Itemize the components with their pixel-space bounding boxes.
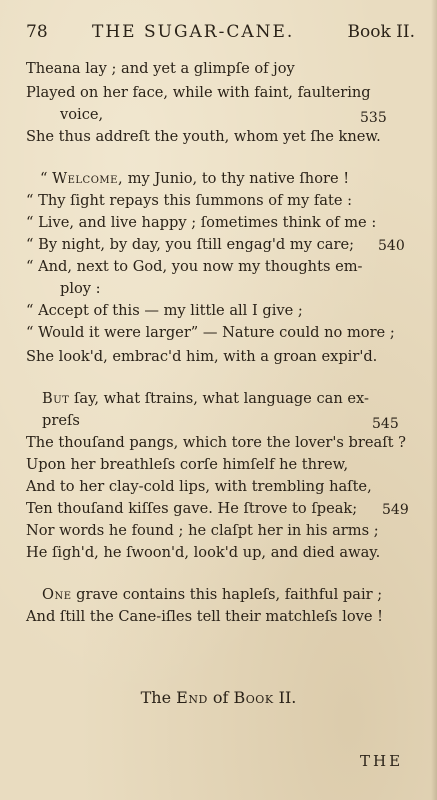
catchword: THE (360, 752, 404, 770)
verse-line (40, 170, 349, 187)
verse-line: Upon her breathleſs corſe himſelf he threw, (26, 456, 349, 473)
verse-line: She look'd, embrac'd him, with a groan expir'd. (26, 348, 378, 365)
verse-text: my Junio, to thy native ſhore ! (123, 170, 350, 187)
line-number: 535 (360, 110, 387, 126)
book-label: Book II. (347, 22, 415, 42)
verse-line: Ten thouſand kiſſes gave. He ſtrove to ſpeak; (26, 500, 358, 517)
verse-line-continuation: preſs (42, 412, 80, 429)
running-header (26, 22, 415, 46)
verse-line: The thouſand pangs, which tore the lover's breaſt ? (26, 434, 406, 451)
verse-line: Played on her face, while with faint, faultering (26, 84, 371, 101)
quote-mark: “ (40, 170, 53, 187)
verse-line: “ Live, and live happy ; ſometimes think of me : (26, 214, 377, 231)
page-number: 78 (26, 22, 48, 42)
verse-line: “ Would it were larger” — Nature could no more ; (26, 324, 395, 341)
running-title: THE SUGAR-CANE. (92, 22, 295, 42)
verse-line (42, 390, 369, 407)
verse-line: She thus addreſt the youth, whom yet ſhe knew. (26, 128, 381, 145)
verse-line: “ Thy ſight repays this ſummons of my fate : (26, 192, 353, 209)
verse-line: “ By night, by day, you ſtill engag'd my care; (26, 236, 355, 253)
verse-line: “ And, next to God, you now my thoughts em- (26, 258, 363, 275)
verse-line-continuation: voice, (60, 106, 104, 123)
verse-line: Theana lay ; and yet a glimpſe of joy (26, 60, 295, 77)
verse-line-continuation: ploy : (60, 280, 101, 297)
one-word: One (42, 586, 72, 603)
verse-line: And ſtill the Cane-iſles tell their matchleſs love ! (26, 608, 384, 625)
page-edge-shadow (431, 0, 437, 800)
verse-line: He ſigh'd, he ſwoon'd, look'd up, and died away. (26, 544, 381, 561)
verse-text: grave contains this hapleſs, faithful pair ; (71, 586, 383, 603)
line-number: 545 (372, 416, 399, 432)
but-word: But (42, 390, 70, 407)
line-number: 549 (382, 502, 409, 518)
verse-text: ſay, what ſtrains, what language can ex- (69, 390, 369, 407)
verse-line: And to her clay-cold lips, with trembling haſte, (26, 478, 372, 495)
verse-line: “ Accept of this — my little all I give ; (26, 302, 303, 319)
line-number: 540 (378, 238, 405, 254)
end-of-book-heading: The End of Book II. (140, 688, 297, 707)
welcome-word: Welcome, (52, 170, 124, 187)
verse-line: Nor words he found ; he claſpt her in his arms ; (26, 522, 379, 539)
verse-line (42, 586, 382, 603)
